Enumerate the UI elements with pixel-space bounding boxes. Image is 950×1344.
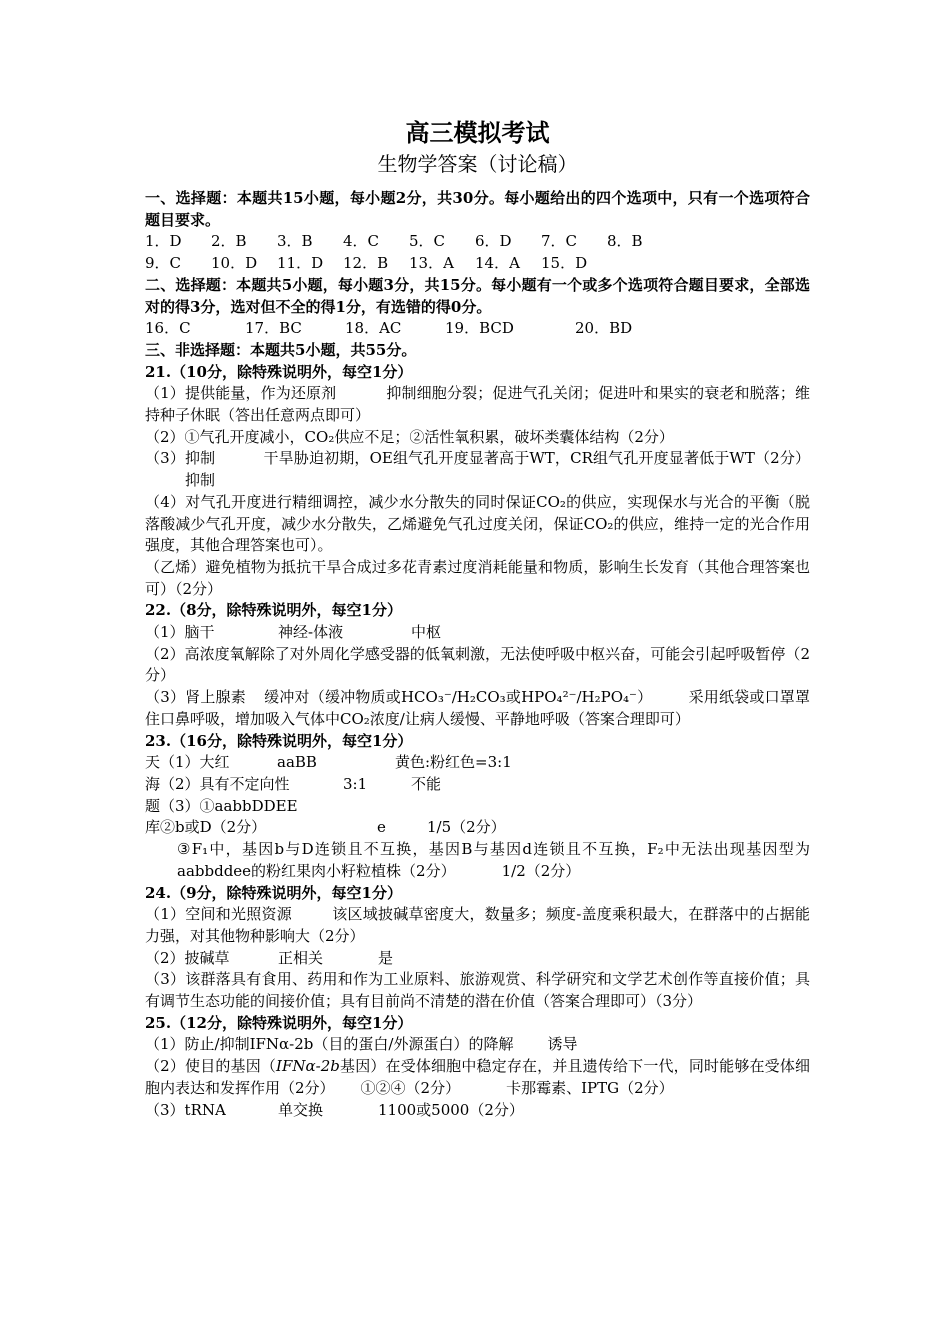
- q21-part1: [145, 383, 810, 426]
- q23-part2: [145, 774, 810, 796]
- q25-part2-d: ①②④（2分）: [360, 1078, 461, 1097]
- q21-part1-a: （1）提供能量，作为还原剂: [145, 384, 337, 403]
- answer-20: 20．BD: [575, 319, 633, 338]
- q22-part1-b: 神经-体液: [278, 623, 344, 642]
- answer-12: 12．B: [343, 254, 389, 273]
- q21-part2: （2）①气孔开度减小，CO₂供应不足；②活性氧积累，破坏类囊体结构（2分）: [145, 427, 674, 446]
- q23-part1-a: 天（1）大红: [145, 753, 230, 772]
- q22-part2: （2）高浓度氧解除了对外周化学感受器的低氧刺激，无法使呼吸中枢兴奋，可能会引起呼吸暂停（2分）: [145, 644, 810, 685]
- answer-sheet: [145, 118, 810, 1121]
- q25-part1: [145, 1034, 810, 1056]
- answer-17: 17．BC: [245, 319, 302, 338]
- q23-part2-a: 海（2）具有不定向性: [145, 774, 290, 793]
- q21-part3-b: 干旱胁迫初期，OE组气孔开度显著高于WT，CR组气孔开度显著低于WT（2分）: [263, 449, 810, 468]
- q23-part1: [145, 752, 810, 774]
- answer-16: 16．C: [145, 319, 191, 338]
- answer-4: 4．C: [343, 232, 380, 251]
- answer-13: 13．A: [409, 254, 454, 273]
- q23-part4: [145, 817, 810, 839]
- q25-part2-a: （2）使目的基因（: [145, 1057, 277, 1076]
- q21-part3-c: 抑制: [185, 471, 216, 490]
- q25-part2-c: 基因）在受体细胞中稳定存在，并且遗传给下一代，同时能够在受体细胞内表达和发挥作用（2分）: [145, 1057, 810, 1097]
- answer-10: 10．D: [211, 254, 258, 273]
- q25-part1-a: （1）防止/抑制IFNα-2b（目的蛋白/外源蛋白）的降解: [145, 1035, 514, 1054]
- q22-part3-a: （3）肾上腺素: [145, 688, 246, 707]
- q22-part3-c: 采用纸袋或口罩罩住口鼻呼吸，增加吸入气体中CO₂浓度/让病人缓慢、平静地呼吸（答案合理即可）: [145, 688, 810, 728]
- q23-part4-a: 库②b或D（2分）: [145, 818, 267, 837]
- q25-heading: 25.（12分，除特殊说明外，每空1分）: [145, 1013, 413, 1032]
- q23-part3: 题（3）①aabbDDEE: [145, 796, 298, 815]
- q23-part2-c: 不能: [411, 774, 442, 793]
- q23-part1-c: 黄色:粉红色=3:1: [395, 753, 512, 772]
- q25-gene-name: IFNα-2b: [276, 1057, 340, 1076]
- q25-part2: [145, 1056, 810, 1099]
- q24-part3: （3）该群落具有食用、药用和作为工业原料、旅游观赏、科学研究和文学艺术创作等直接价值；具有调节生态功能的间接价值；具有目前尚不清楚的潜在价值（答案合理即可）（3分）: [145, 970, 810, 1011]
- section3-heading: 三、非选择题：本题共5小题，共55分。: [145, 340, 417, 359]
- page-subtitle: 生物学答案（讨论稿）: [377, 152, 578, 176]
- q25-part3-c: 1100或5000（2分）: [378, 1100, 524, 1119]
- q25-part1-b: 诱导: [547, 1035, 578, 1054]
- q25-part2-e: 卡那霉素、IPTG（2分）: [506, 1078, 674, 1097]
- section1-heading: 一、选择题：本题共15小题，每小题2分，共30分。每小题给出的四个选项中，只有一个选项符合题目要求。: [145, 189, 810, 229]
- q23-part4-b: e: [377, 818, 386, 837]
- answer-14: 14．A: [475, 254, 520, 273]
- q24-part2-c: 是: [378, 948, 394, 967]
- q22-part1-a: （1）脑干: [145, 623, 215, 642]
- q23-part5-b: 1/2（2分）: [501, 861, 581, 880]
- q22-heading: 22.（8分，除特殊说明外，每空1分）: [145, 601, 402, 620]
- q22-part1-c: 中枢: [411, 623, 442, 642]
- page-title: 高三模拟考试: [405, 118, 550, 147]
- section2-heading: 二、选择题：本题共5小题，每小题3分，共15分。每小题有一个或多个选项符合题目要求，全部选对的得3分，选对但不全的得1分，有选错的得0分。: [145, 275, 810, 316]
- q23-part5: [145, 839, 810, 882]
- q25-part3-b: 单交换: [278, 1100, 324, 1119]
- q21-heading: 21.（10分，除特殊说明外，每空1分）: [145, 362, 413, 381]
- answer-15: 15．D: [541, 254, 588, 273]
- q25-part3: [145, 1100, 810, 1122]
- q21-part4: （4）对气孔开度进行精细调控，减少水分散失的同时保证CO₂的供应，实现保水与光合的平衡（脱落酸减少气孔开度，减少水分散失，乙烯避免气孔过度关闭，保证CO₂的供应，维持一定的光合作用强度，其他合理答案也可）。: [145, 492, 810, 555]
- answer-19: 19．BCD: [445, 319, 514, 338]
- q23-part2-b: 3:1: [343, 774, 368, 793]
- q22-part3-b: 缓冲对（缓冲物质或HCO₃⁻/H₂CO₃或HPO₄²⁻/H₂PO₄⁻）: [263, 688, 653, 707]
- answer-11: 11．D: [277, 254, 324, 273]
- q21-part3: [145, 448, 810, 491]
- q24-part1-b: 该区域披碱草密度大，数量多；频度-盖度乘积最大，在群落中的占据能力强，对其他物种影响大（2分）: [145, 905, 810, 945]
- q24-part2-b: 正相关: [278, 948, 324, 967]
- q21-part3-a: （3）抑制: [145, 449, 216, 468]
- q22-part1: [145, 622, 810, 644]
- q24-part2-a: （2）披碱草: [145, 948, 230, 967]
- answer-8: 8．B: [607, 232, 643, 251]
- q21-part1-b: 抑制细胞分裂；促进气孔关闭；促进叶和果实的衰老和脱落；维持种子休眠（答出任意两点即可）: [145, 384, 810, 425]
- answer-9: 9．C: [145, 254, 182, 273]
- q24-heading: 24.（9分，除特殊说明外，每空1分）: [145, 883, 402, 902]
- q22-part3: [145, 687, 810, 730]
- answer-7: 7．C: [541, 232, 578, 251]
- answer-1: 1．D: [145, 232, 182, 251]
- section2-answers: [145, 318, 810, 340]
- answer-2: 2．B: [211, 232, 247, 251]
- q23-part4-c: 1/5（2分）: [427, 818, 506, 837]
- q23-part1-b: aaBB: [277, 753, 317, 772]
- q24-part1: [145, 904, 810, 947]
- q25-part3-a: （3）tRNA: [145, 1100, 226, 1119]
- q23-part5-text: ③F₁中，基因b与D连锁且不互换，基因B与基因d连锁且不互换，F₂中无法出现基因型为aabbddee的粉红果肉小籽粒植株（2分）: [177, 840, 810, 880]
- section1-answers-row1: [145, 231, 810, 253]
- section1-answers-row2: [145, 253, 810, 275]
- answer-6: 6．D: [475, 232, 512, 251]
- q23-heading: 23.（16分，除特殊说明外，每空1分）: [145, 731, 413, 750]
- answer-5: 5．C: [409, 232, 446, 251]
- answer-3: 3．B: [277, 232, 313, 251]
- answer-18: 18．AC: [345, 319, 402, 338]
- q24-part1-a: （1）空间和光照资源: [145, 905, 293, 924]
- q24-part2: [145, 948, 810, 970]
- q21-part5: （乙烯）避免植物为抵抗干旱合成过多花青素过度消耗能量和物质，影响生长发育（其他合理答案也可）（2分）: [145, 557, 810, 598]
